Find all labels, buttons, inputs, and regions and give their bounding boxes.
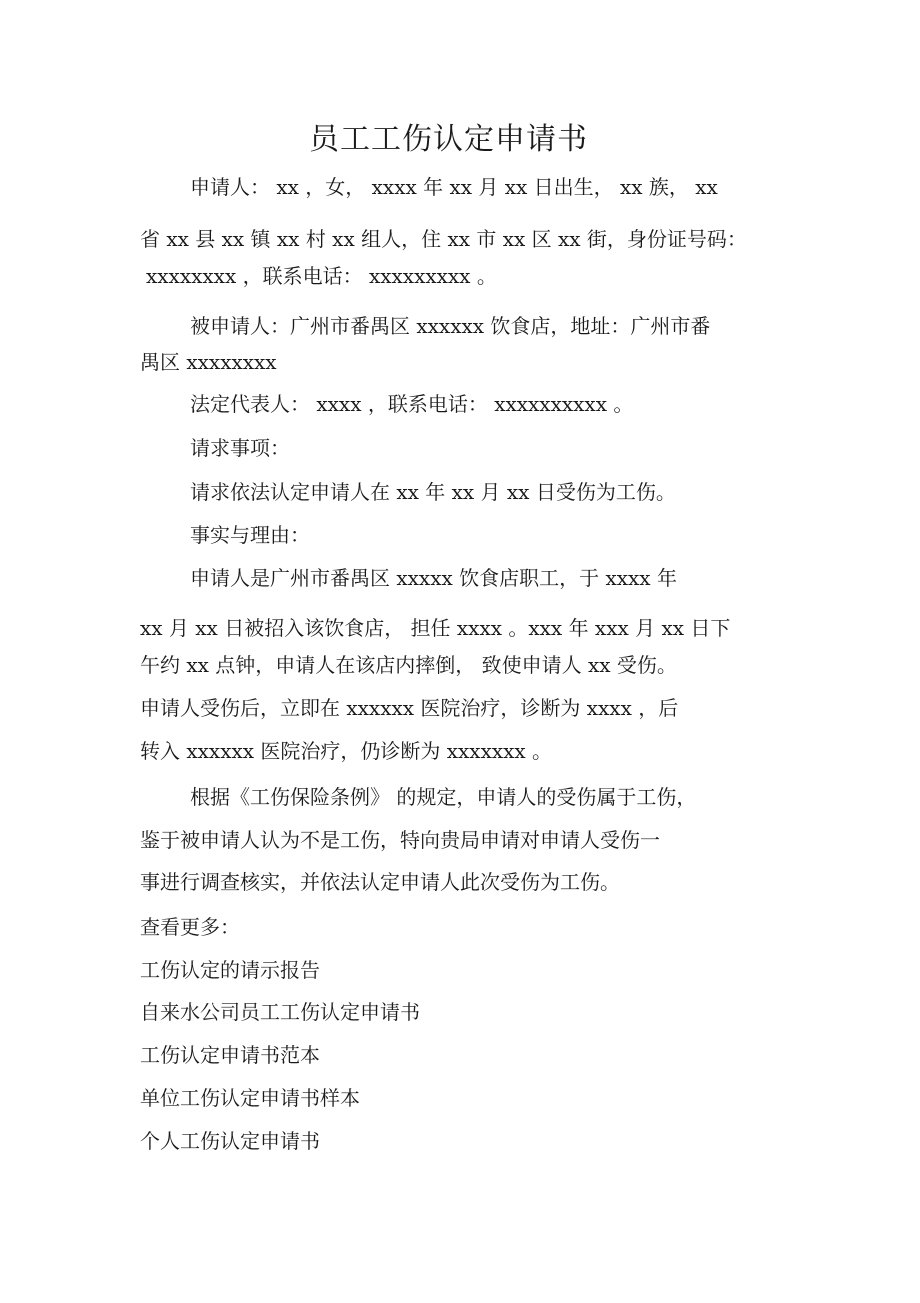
facts-line-1: 申请人是广州市番禺区 xxxxx 饮食店职工，于 xxxx 年 — [190, 566, 677, 590]
related-link[interactable]: 工伤认定的请示报告 — [140, 958, 320, 982]
facts-line-5: 转入 xxxxxx 医院治疗，仍诊断为 xxxxxxx 。 — [140, 739, 553, 763]
request-body: 请求依法认定申请人在 xx 年 xx 月 xx 日受伤为工伤。 — [190, 480, 676, 504]
applicant-line-2: 省 xx 县 xx 镇 xx 村 xx 组人，住 xx 市 xx 区 xx 街，身份证号码： — [140, 227, 747, 251]
applicant-line-3: xxxxxxxx ，联系电话： xxxxxxxxx 。 — [146, 264, 497, 288]
conclusion-line-3: 事进行调查核实，并依法认定申请人此次受伤为工伤。 — [140, 870, 620, 894]
respondent-line-1: 被申请人：广州市番禺区 xxxxxx 饮食店，地址：广州市番 — [190, 314, 711, 338]
conclusion-line-1: 根据《工伤保险条例》 的规定，申请人的受伤属于工伤， — [190, 785, 697, 809]
request-heading: 请求事项： — [190, 436, 290, 460]
facts-line-2: xx 月 xx 日被招入该饮食店， 担任 xxxx 。xxx 年 xxx 月 xx 日下 — [140, 616, 731, 640]
respondent-line-2: 禺区 xxxxxxxx — [140, 350, 277, 374]
related-link[interactable]: 个人工伤认定申请书 — [140, 1129, 320, 1153]
related-link[interactable]: 单位工伤认定申请书样本 — [140, 1086, 360, 1110]
facts-line-3: 午约 xx 点钟，申请人在该店内摔倒， 致使申请人 xx 受伤。 — [140, 653, 677, 677]
facts-heading: 事实与理由： — [190, 523, 310, 547]
related-link[interactable]: 自来水公司员工工伤认定申请书 — [140, 1000, 420, 1024]
more-heading: 查看更多： — [140, 915, 240, 939]
document-title: 员工工伤认定申请书 — [309, 122, 588, 157]
related-link[interactable]: 工伤认定申请书范本 — [140, 1043, 320, 1067]
facts-line-4: 申请人受伤后，立即在 xxxxxx 医院治疗，诊断为 xxxx ，后 — [140, 696, 679, 720]
applicant-line-1: 申请人： xx ，女， xxxx 年 xx 月 xx 日出生， xx 族， xx — [190, 175, 718, 199]
legal-representative-line: 法定代表人： xxxx ，联系电话： xxxxxxxxxx 。 — [190, 392, 634, 416]
conclusion-line-2: 鉴于被申请人认为不是工伤，特向贵局申请对申请人受伤一 — [140, 828, 660, 852]
